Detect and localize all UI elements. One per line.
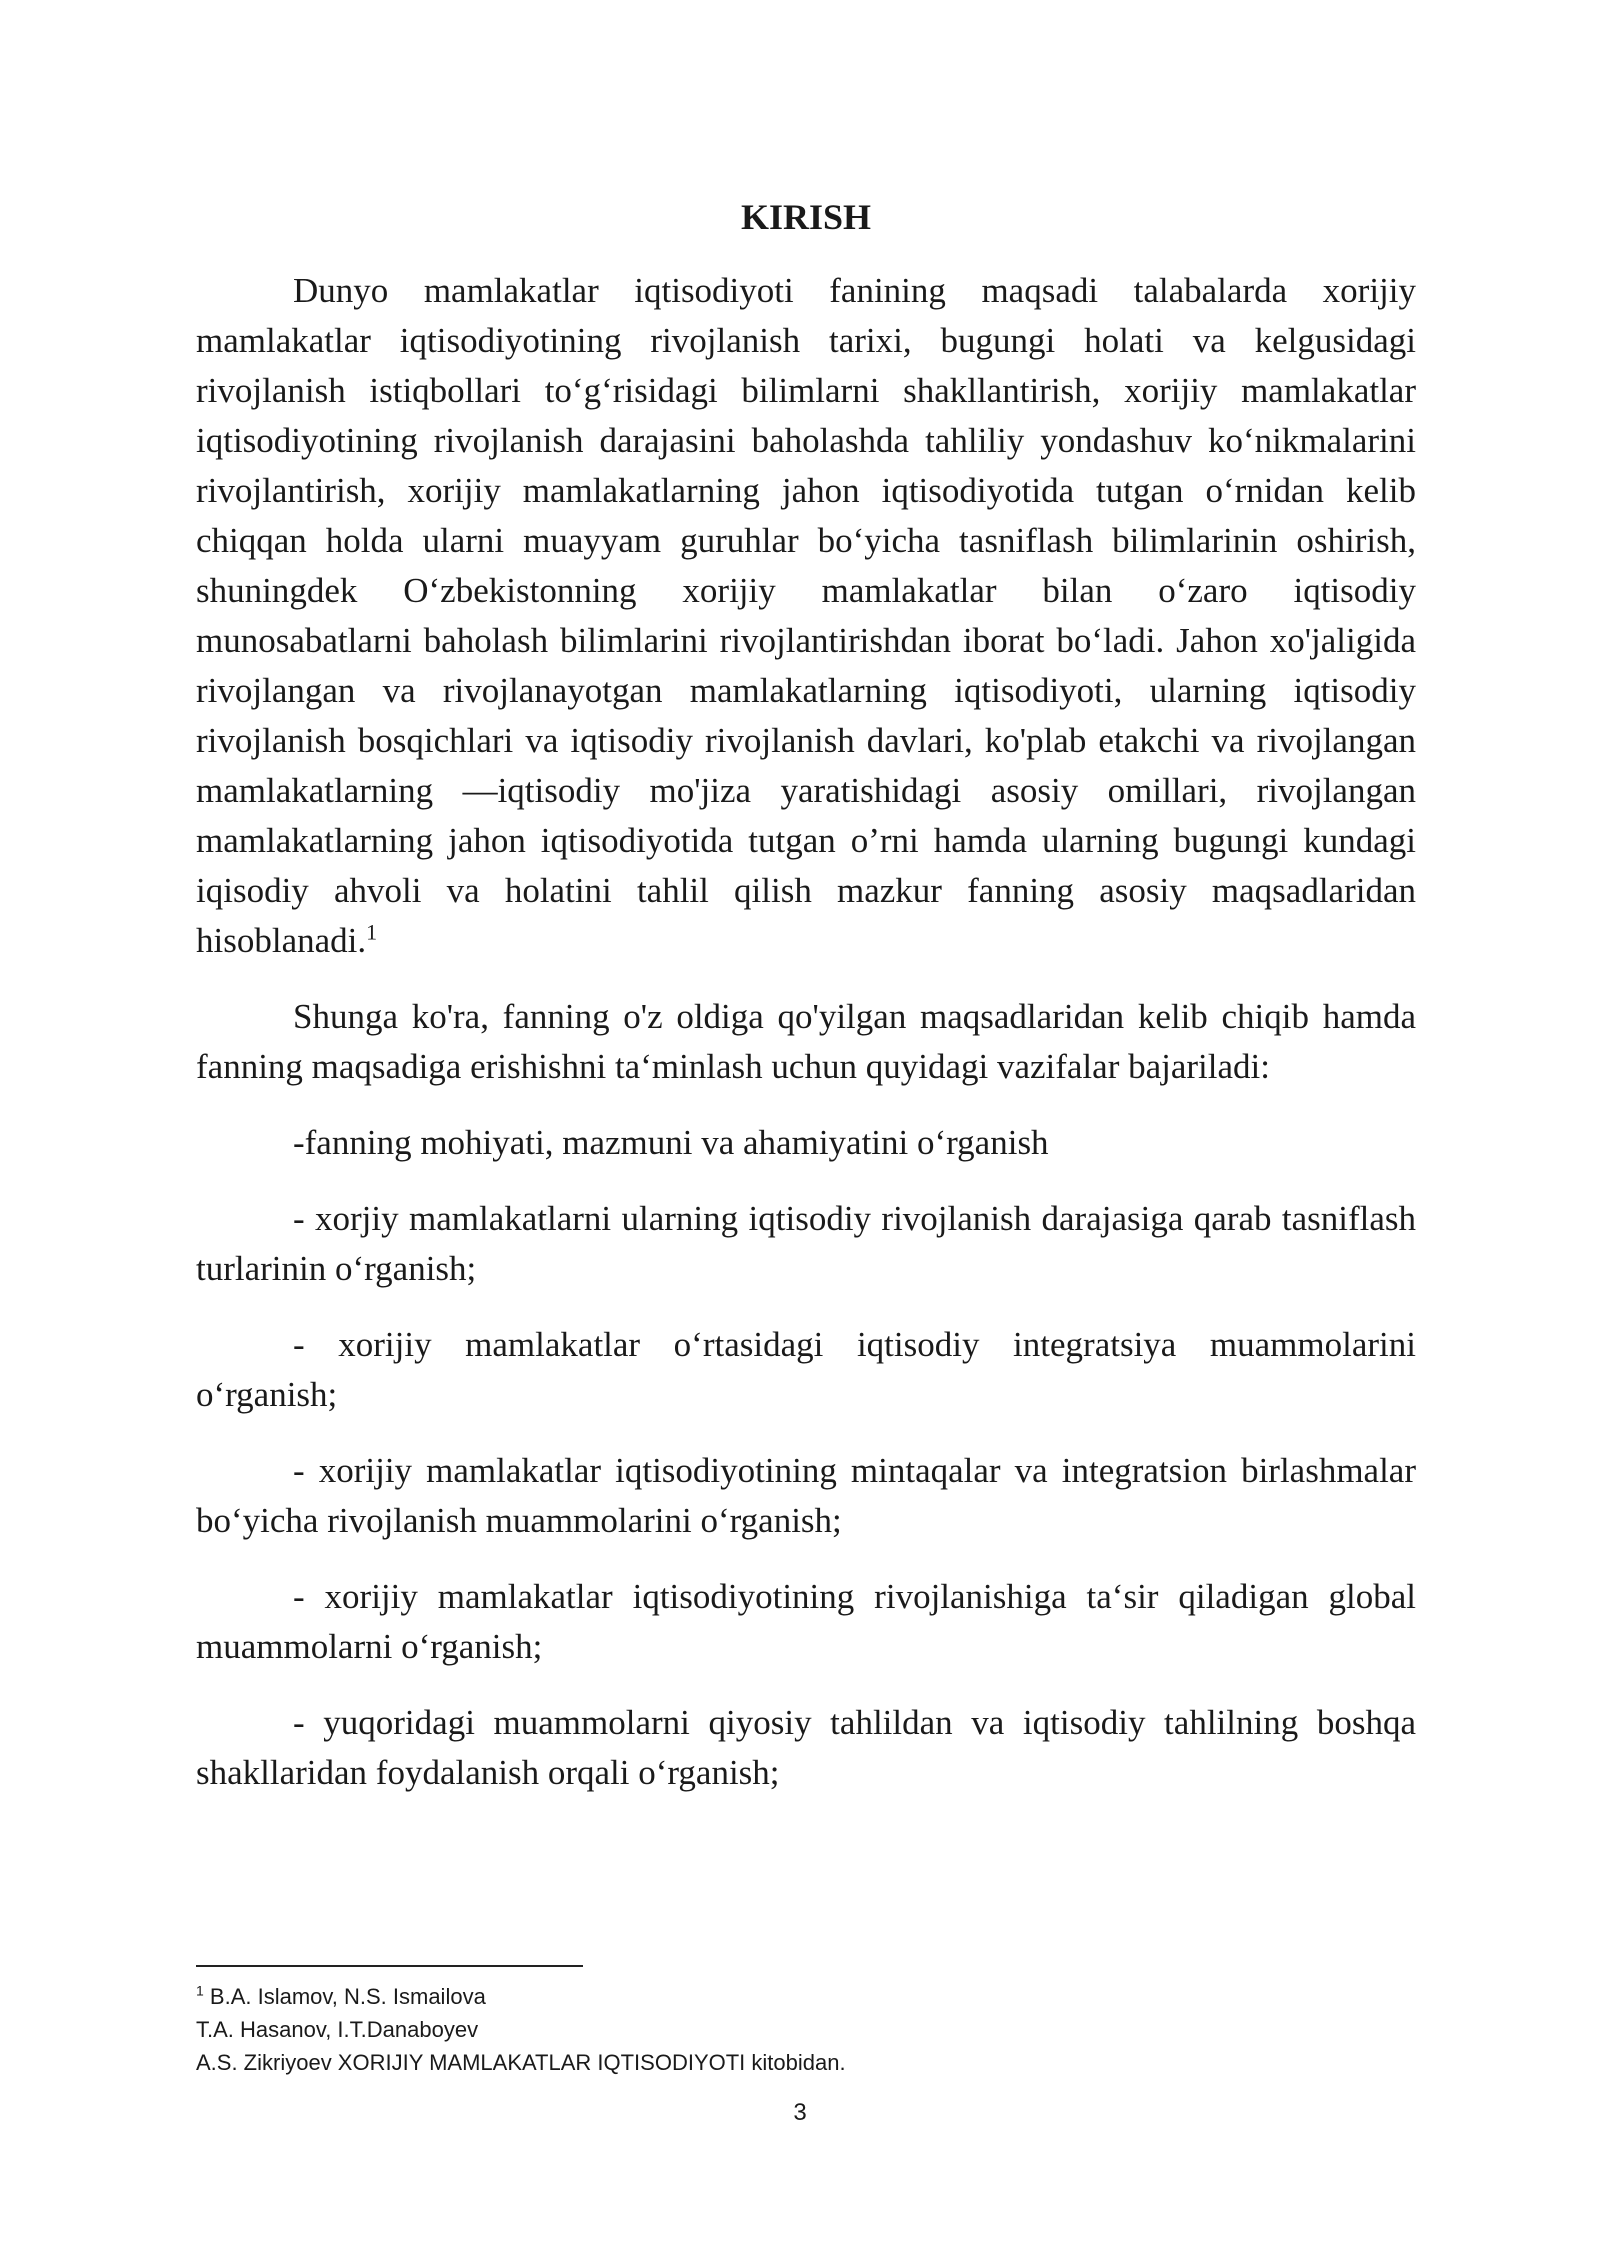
task-item: -fanning mohiyati, mazmuni va ahamiyatini oʻrganish <box>293 1123 1049 1162</box>
footnote-text: B.A. Islamov, N.S. Ismailova <box>203 1984 486 2009</box>
page-number: 3 <box>793 2099 807 2126</box>
intro-paragraph-text: Dunyo mamlakatlar iqtisodiyoti fanining maqsadi talabalarda xorijiy mamlakatlar iqtisodiyotining rivojlanish tarixi, bugungi holati va kelgusidagi rivojlanish istiqbollari toʻgʻrisidagi bilimlarni shakllantirish, xorijiy mamlakatlar iqtisodiyotining rivojlanish darajasini baholashda tahliliy yondashuv koʻnikmalarini rivojlantirish, xorijiy mamlakatlarning jahon iqtisodiyotida tutgan oʻrnidan kelib chiqqan holda ularni muayyam guruhlar boʻyicha tasniflash bilimlarinin oshirish, shuningdek Oʻzbekistonning xorijiy mamlakatlar bilan oʻzaro iqtisodiy munosabatlarni baholash bilimlarini rivojlantirishdan iborat boʻladi. Jahon xo'jaligida rivojlangan va rivojlanayotgan mamlakatlarning iqtisodiyoti, ularning iqtisodiy rivojlanish bosqichlari va iqtisodiy rivojlanish davlari, ko'plab etakchi va rivojlangan mamlakatlarning ―iqtisodiy mo'jiza yaratishidagi asosiy omillari, rivojlangan mamlakatlarning jahon iqtisodiyotida tutgan o’rni hamda ularning bugungi kundagi iqisodiy ahvoli va holatini tahlil qilish mazkur fanning asosiy maqsadlaridan hisoblanadi. <box>196 271 1416 960</box>
section-heading: KIRISH <box>740 197 872 237</box>
footnote-block <box>196 1980 1296 2079</box>
page-body <box>196 192 1416 1798</box>
footnote-line: T.A. Hasanov, I.T.Danaboyev <box>196 2017 479 2042</box>
task-item: - yuqoridagi muammolarni qiyosiy tahlildan va iqtisodiy tahlilning boshqa shakllaridan foydalanish orqali oʻrganish; <box>196 1703 1416 1792</box>
tasks-intro-paragraph: Shunga ko'ra, fanning o'z oldiga qo'yilgan maqsadlaridan kelib chiqib hamda fanning maqsadiga erishishni taʻminlash uchun quyidagi vazifalar bajariladi: <box>196 997 1416 1086</box>
task-item: - xorijiy mamlakatlar oʻrtasidagi iqtisodiy integratsiya muammolarini oʻrganish; <box>196 1325 1416 1414</box>
task-item: - xorijiy mamlakatlar iqtisodiyotining rivojlanishiga taʻsir qiladigan global muammolarni oʻrganish; <box>196 1577 1416 1666</box>
footnote-line: A.S. Zikriyoev XORIJIY MAMLAKATLAR IQTISODIYOTI kitobidan. <box>196 2050 846 2075</box>
footnote-marker: 1 <box>196 1982 204 1999</box>
intro-paragraph <box>196 266 1416 966</box>
task-item: - xorijiy mamlakatlar iqtisodiyotining mintaqalar va integratsion birlashmalar boʻyicha rivojlanish muammolarini oʻrganish; <box>196 1451 1416 1540</box>
task-item: - xorjiy mamlakatlarni ularning iqtisodiy rivojlanish darajasiga qarab tasniflash turlarinin oʻrganish; <box>196 1199 1416 1288</box>
footnote-line <box>196 1980 1296 2013</box>
footnote-reference[interactable]: 1 <box>366 919 378 945</box>
footnote-separator <box>196 1965 583 1967</box>
